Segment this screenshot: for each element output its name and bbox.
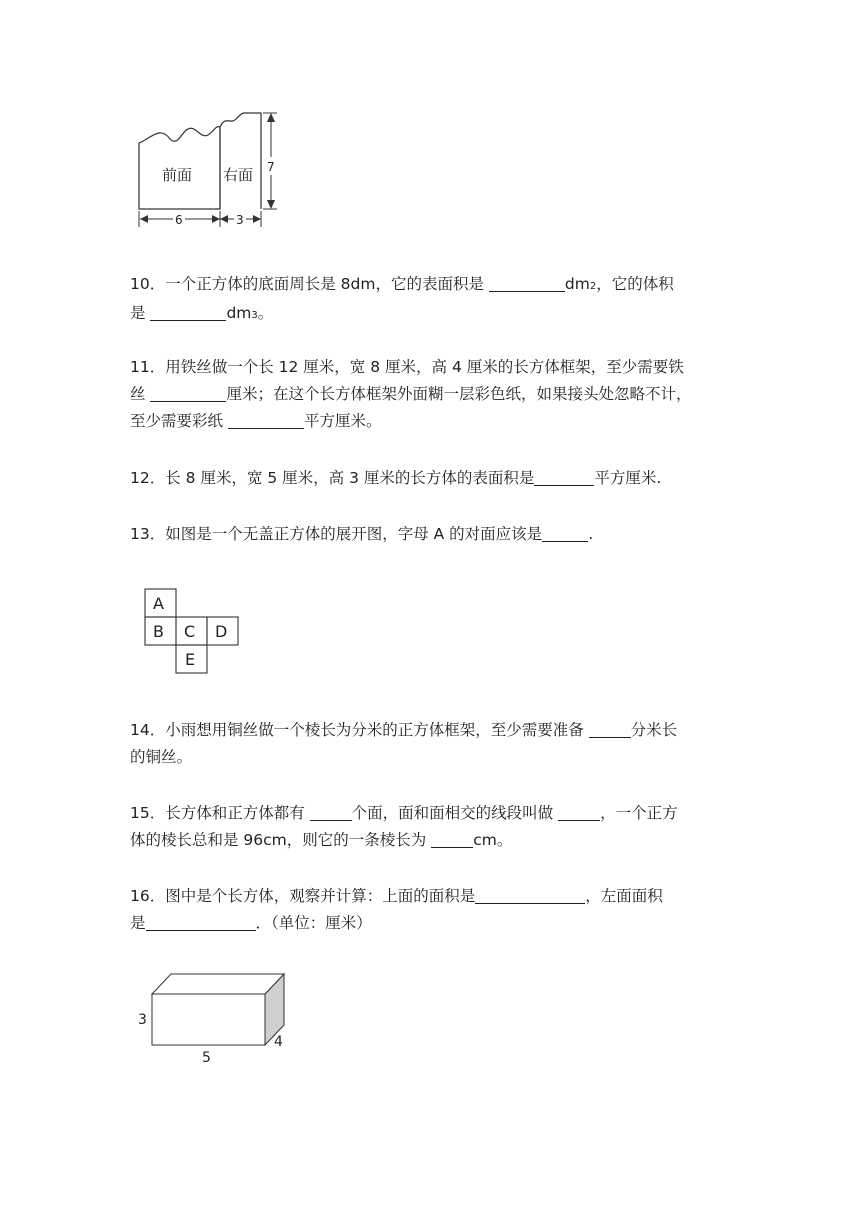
width-arrow-left	[140, 215, 148, 223]
cuboid-length-label: 5	[202, 1050, 211, 1066]
cuboid-front-face	[152, 994, 265, 1045]
answer-blank[interactable]	[431, 831, 473, 848]
question-15: 15．长方体和正方体都有 个面，面和面相交的线段叫做 ，一个正方 体的棱长总和是 96cm，则它的一条棱长为 cm。	[130, 804, 678, 849]
net-label-c: C	[184, 622, 196, 641]
answer-blank[interactable]	[228, 412, 304, 429]
net-label-a: A	[153, 594, 164, 613]
width-label: 6	[175, 213, 183, 227]
question-16: 16．图中是个长方体，观察并计算：上面的面积是 ，左面面积 是 ．（单位：厘米）	[130, 887, 663, 932]
answer-blank[interactable]	[534, 469, 594, 486]
answer-blank[interactable]	[489, 275, 565, 292]
net-label-e: E	[185, 650, 196, 669]
cuboid-width-label: 4	[274, 1034, 283, 1050]
right-face-outline	[220, 113, 261, 209]
right-face-label: 右面	[223, 166, 254, 184]
question-12: 12．长 8 厘米，宽 5 厘米，高 3 厘米的长方体的表面积是 平方厘米.	[130, 469, 662, 487]
height-arrow-top	[267, 113, 275, 122]
question-10: 10．一个正方体的底面周长是 8dm，它的表面积是 dm2，它的体积 是 dm3。	[130, 275, 674, 322]
question-11: 11．用铁丝做一个长 12 厘米，宽 8 厘米，高 4 厘米的长方体框架，至少需要铁 丝 厘米；在这个长方体框架外面糊一层彩色纸，如果接头处忽略不计， 至少需要彩纸 平方厘米。	[130, 358, 692, 430]
answer-blank[interactable]	[150, 385, 226, 402]
front-face-label: 前面	[162, 166, 193, 184]
cuboid-top-face	[152, 974, 284, 994]
depth-label: 3	[236, 213, 244, 227]
cube-net-figure	[143, 588, 243, 676]
answer-blank[interactable]	[310, 804, 352, 821]
answer-blank[interactable]	[146, 914, 256, 931]
height-arrow-bottom	[267, 200, 275, 209]
answer-blank[interactable]	[542, 525, 588, 542]
height-label: 7	[267, 160, 275, 174]
question-13: 13．如图是一个无盖正方体的展开图，字母 A 的对面应该是 .	[130, 525, 594, 543]
answer-blank[interactable]	[589, 721, 631, 738]
width-arrow-mid-left	[212, 215, 220, 223]
net-label-b: B	[153, 622, 164, 641]
cuboid-figure	[130, 968, 300, 1068]
net-label-d: D	[215, 622, 228, 641]
box-faces-figure	[130, 105, 290, 235]
answer-blank[interactable]	[475, 887, 585, 904]
answer-blank[interactable]	[150, 304, 226, 321]
width-arrow-mid-right	[220, 215, 228, 223]
width-arrow-right	[253, 215, 261, 223]
cuboid-height-label: 3	[138, 1012, 147, 1028]
answer-blank[interactable]	[558, 804, 600, 821]
question-14: 14．小雨想用铜丝做一个棱长为分米的正方体框架，至少需要准备 分米长 的铜丝。	[130, 721, 678, 766]
